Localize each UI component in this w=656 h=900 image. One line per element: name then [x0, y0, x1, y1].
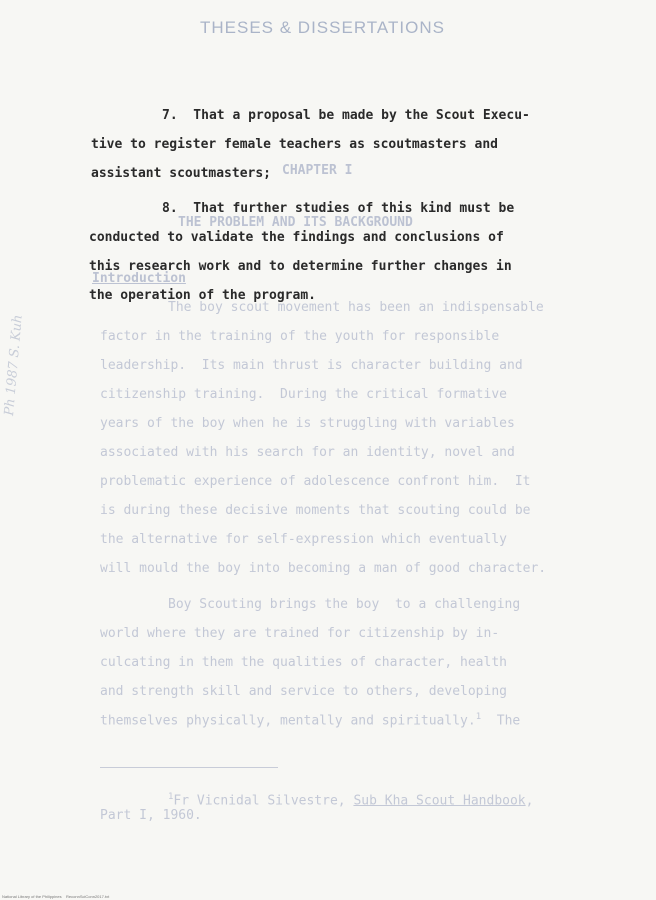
item-7-line-1: 7. That a proposal be made by the Scout Execu- — [162, 108, 530, 123]
show-through-para1-line: leadership. Its main thrust is character building and — [100, 358, 523, 373]
show-through-para2-line: culcating in them the qualities of character, health — [100, 655, 507, 670]
show-through-para1-line: factor in the training of the youth for responsible — [100, 329, 500, 344]
item-7-line-3: assistant scoutmasters; — [91, 166, 272, 181]
show-through-para1-line: is during these decisive moments that scouting could be — [100, 503, 531, 518]
show-through-para1-line: will mould the boy into becoming a man of good character. — [100, 561, 547, 576]
item-8-line-2: conducted to validate the findings and conclusions of — [89, 230, 504, 245]
show-through-section: Introduction — [92, 271, 186, 286]
item-7-line-2: tive to register female teachers as scoutmasters and — [91, 137, 498, 152]
show-through-para2-line: Boy Scouting brings the boy to a challenging — [168, 597, 521, 612]
show-through-para1-line: years of the boy when he is struggling with variables — [100, 416, 515, 431]
show-through-para1-line: the alternative for self-expression which eventually — [100, 532, 507, 547]
margin-handwriting: Ph 1987 S. Kuh — [2, 314, 26, 417]
item-8-line-4: the operation of the program. — [89, 288, 316, 303]
show-through-para2-line: world where they are trained for citizenship by in- — [100, 626, 500, 641]
show-through-para1-line: associated with his search for an identity, novel and — [100, 445, 515, 460]
archive-stamp: THESES & DISSERTATIONS — [200, 18, 445, 37]
item-8-line-1: 8. That further studies of this kind must be — [162, 201, 515, 216]
show-through-para2-line: themselves physically, mentally and spiritually.$^1$ The — [100, 712, 521, 729]
show-through-footnote: $^1$Fr Vicnidal Silvestre, Sub Kha Scout Handbook, — [168, 792, 534, 809]
footnote-rule — [100, 767, 278, 768]
show-through-para1-line: The boy scout movement has been an indispensable — [168, 300, 544, 315]
show-through-para1-line: problematic experience of adolescence confront him. It — [100, 474, 531, 489]
show-through-footnote-line: Part I, 1960. — [100, 808, 202, 823]
item-8-line-3: this research work and to determine further changes in — [89, 259, 512, 274]
show-through-chapter: CHAPTER I — [282, 163, 353, 178]
scan-footer: National Library of the Philippines ReconnSciConn2017.txt — [2, 894, 110, 899]
show-through-para2-line: and strength skill and service to others, developing — [100, 684, 507, 699]
show-through-para1-line: citizenship training. During the critical formative — [100, 387, 507, 402]
show-through-chapter-title: THE PROBLEM AND ITS BACKGROUND — [178, 215, 413, 230]
